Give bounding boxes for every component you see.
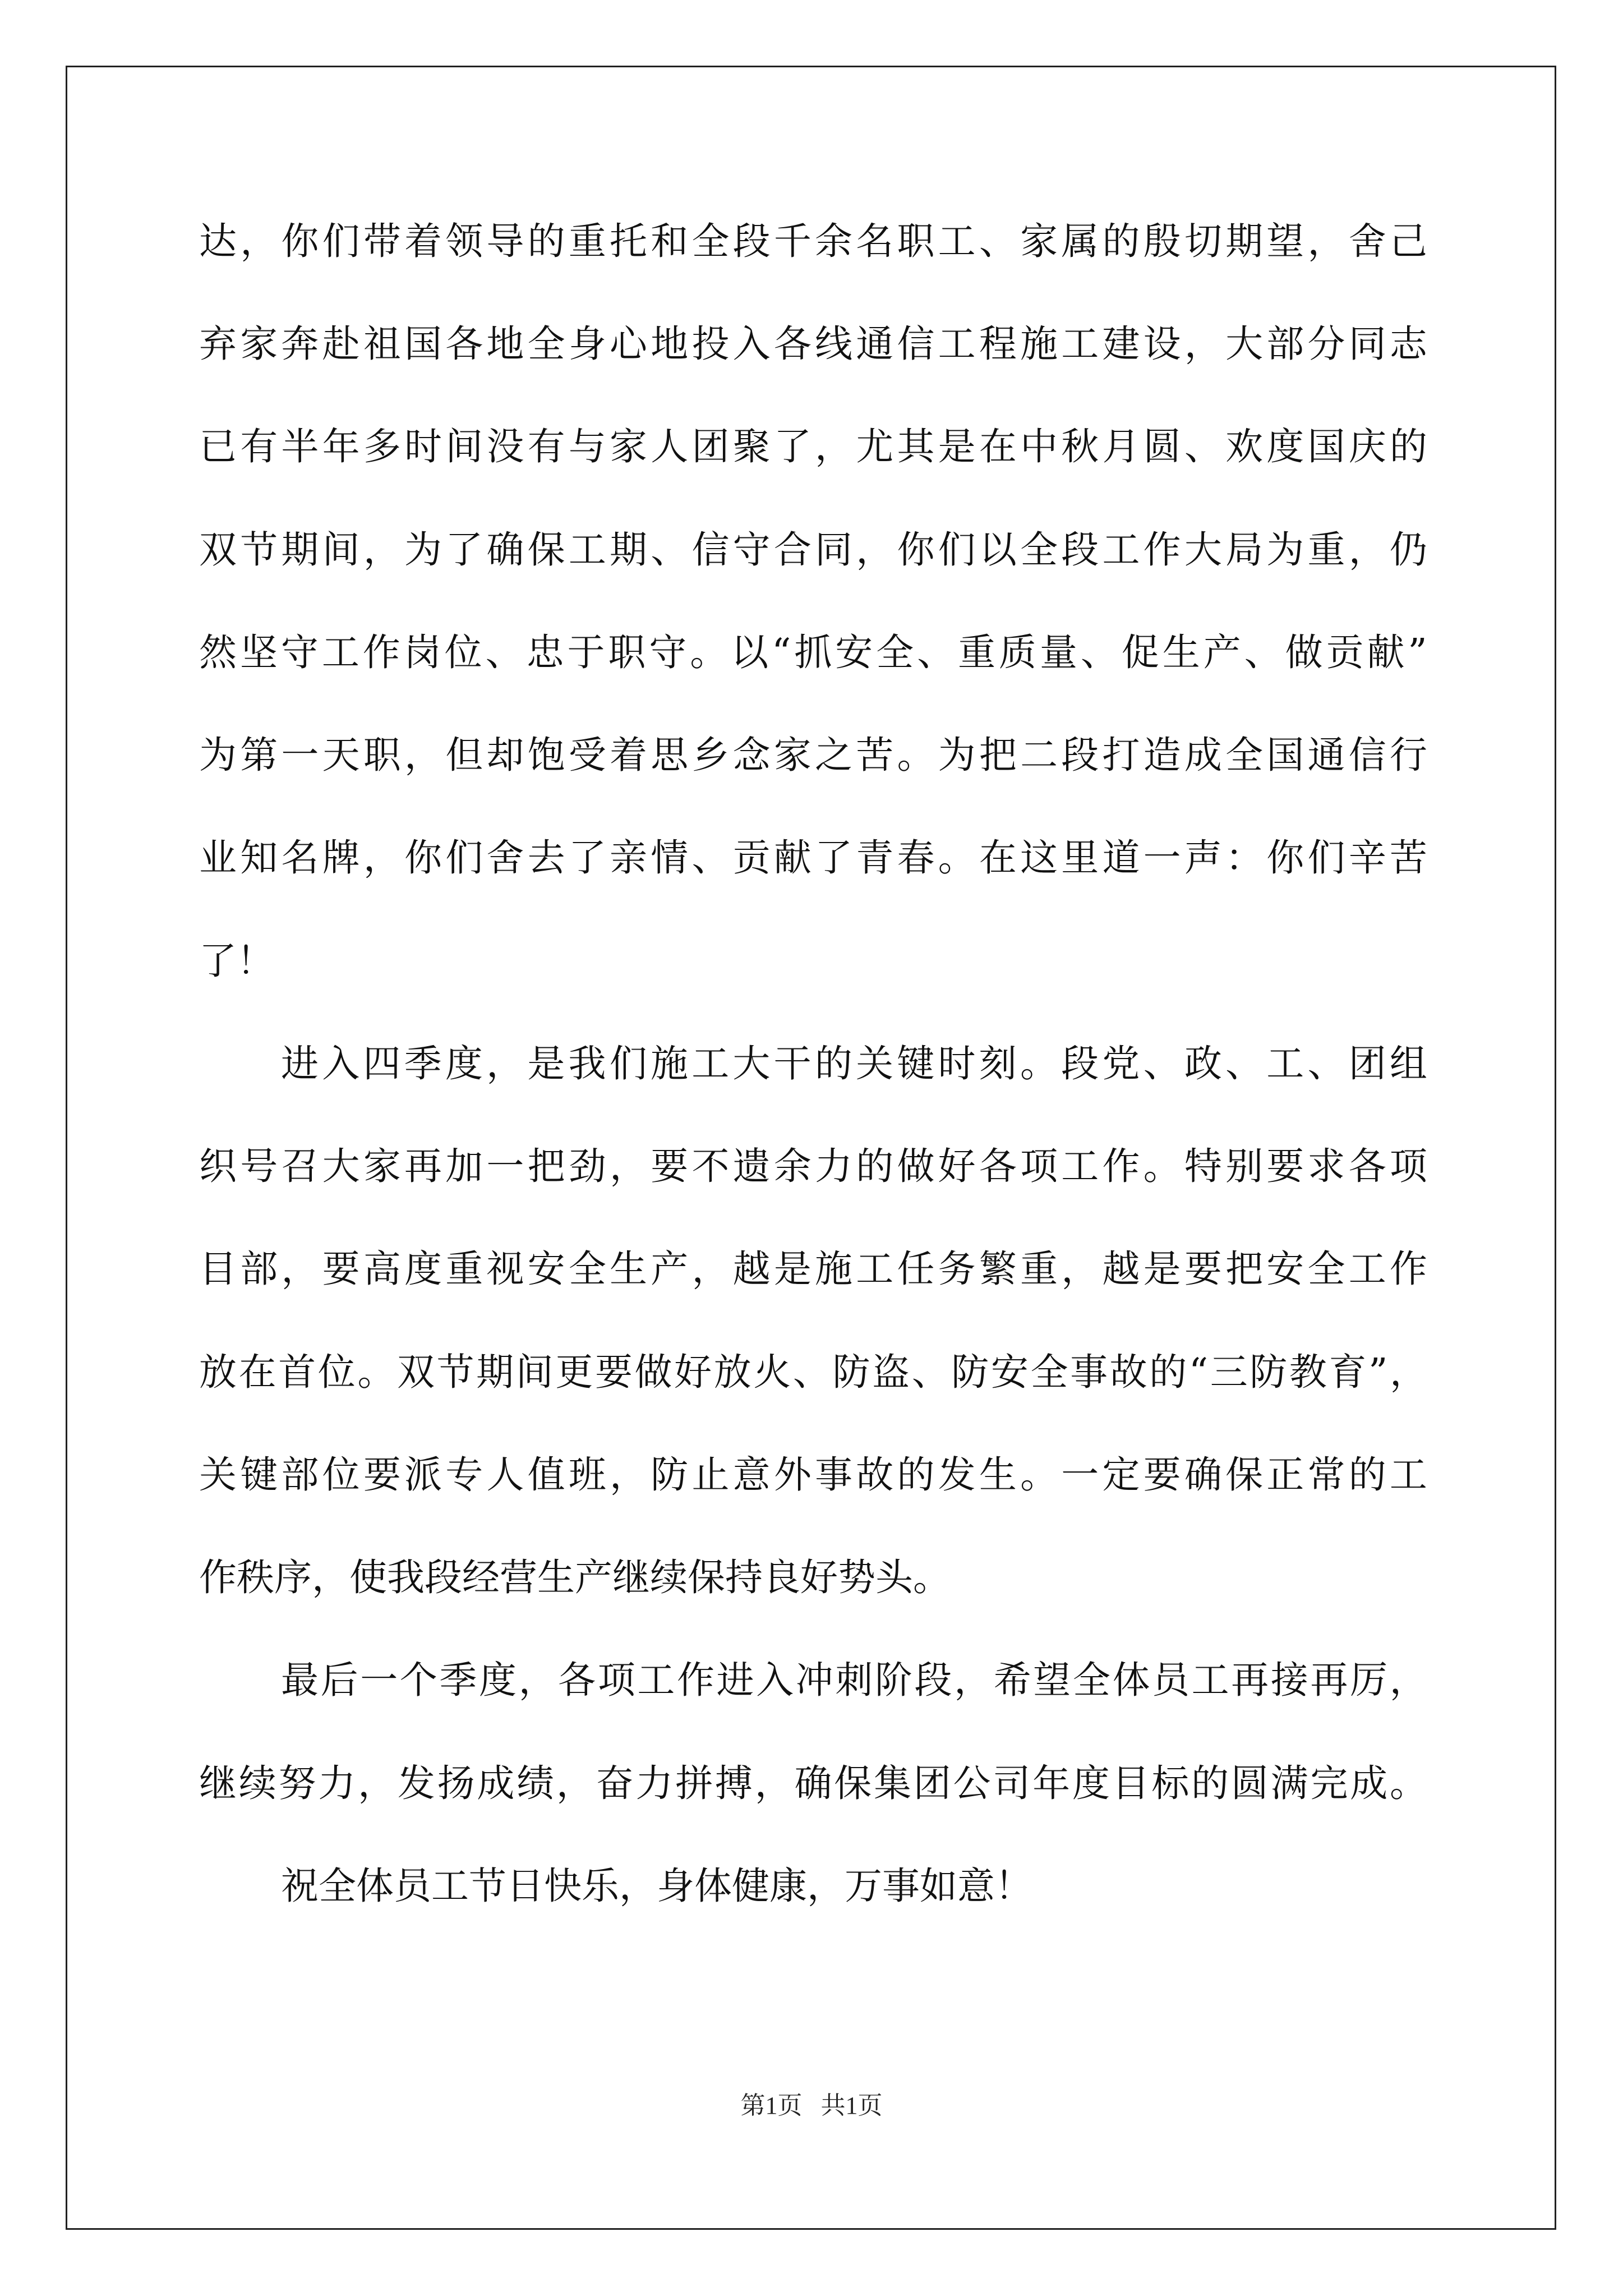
text-line: 双 节 期 间 ， 为 了 确 保 工 期 、 信 守 合 同 ， 你 们 以 全 段 工 作 大 局 为 重 ， 仍 <box>199 528 1427 572</box>
text-line: 了！ <box>199 939 274 983</box>
text-line: 业 知 名 牌 ， 你 们 舍 去 了 亲 情 、 贡 献 了 青 春 。 在 这 里 道 一 声 ： 你 们 辛 苦 <box>199 836 1427 880</box>
text-line: 然 坚 守 工 作 岗 位 、 忠 于 职 守 。 以 “ 抓 安 全 、 重 质 量 、 促 生 产 、 做 贡 献 ” <box>199 631 1427 674</box>
text-line: 弃 家 奔 赴 祖 国 各 地 全 身 心 地 投 入 各 线 通 信 工 程 施 工 建 设 ， 大 部 分 同 志 <box>199 322 1427 366</box>
paragraph-start-line: 进 入 四 季 度 ， 是 我 们 施 工 大 干 的 关 键 时 刻 。 段 党 、 政 、 工 、 团 组 <box>281 1042 1427 1085</box>
text-line: 继 续 努 力 ， 发 扬 成 绩 ， 奋 力 拼 搏 ， 确 保 集 团 公 司 年 度 目 标 的 圆 满 完 成 。 <box>199 1761 1427 1805</box>
text-line: 作秩序，使我段经营生产继续保持良好势头。 <box>199 1556 951 1599</box>
paragraph-start-line: 最 后 一 个 季 度 ， 各 项 工 作 进 入 冲 刺 阶 段 ， 希 望 全 体 员 工 再 接 再 厉 ， <box>281 1658 1427 1702</box>
text-line: 织 号 召 大 家 再 加 一 把 劲 ， 要 不 遗 余 力 的 做 好 各 项 工 作 。 特 别 要 求 各 项 <box>199 1144 1427 1188</box>
text-line: 为 第 一 天 职 ， 但 却 饱 受 着 思 乡 念 家 之 苦 。 为 把 二 段 打 造 成 全 国 通 信 行 <box>199 733 1427 777</box>
paragraph-start-line: 祝全体员工节日快乐，身体健康，万事如意！ <box>281 1864 1032 1908</box>
text-line: 达 ， 你 们 带 着 领 导 的 重 托 和 全 段 千 余 名 职 工 、 家 属 的 殷 切 期 望 ， 舍 己 <box>199 219 1427 263</box>
text-line: 目 部 ， 要 高 度 重 视 安 全 生 产 ， 越 是 施 工 任 务 繁 重 ， 越 是 要 把 安 全 工 作 <box>199 1247 1427 1291</box>
page-number-footer: 第1页 共1页 <box>740 2092 883 2119</box>
text-line: 关 键 部 位 要 派 专 人 值 班 ， 防 止 意 外 事 故 的 发 生 。 一 定 要 确 保 正 常 的 工 <box>199 1453 1427 1497</box>
text-line: 已 有 半 年 多 时 间 没 有 与 家 人 团 聚 了 ， 尤 其 是 在 中 秋 月 圆 、 欢 度 国 庆 的 <box>199 425 1427 468</box>
text-line: 放 在 首 位 。 双 节 期 间 更 要 做 好 放 火 、 防 盗 、 防 安 全 事 故 的 “ 三 防 教 育 ” ， <box>199 1350 1427 1394</box>
